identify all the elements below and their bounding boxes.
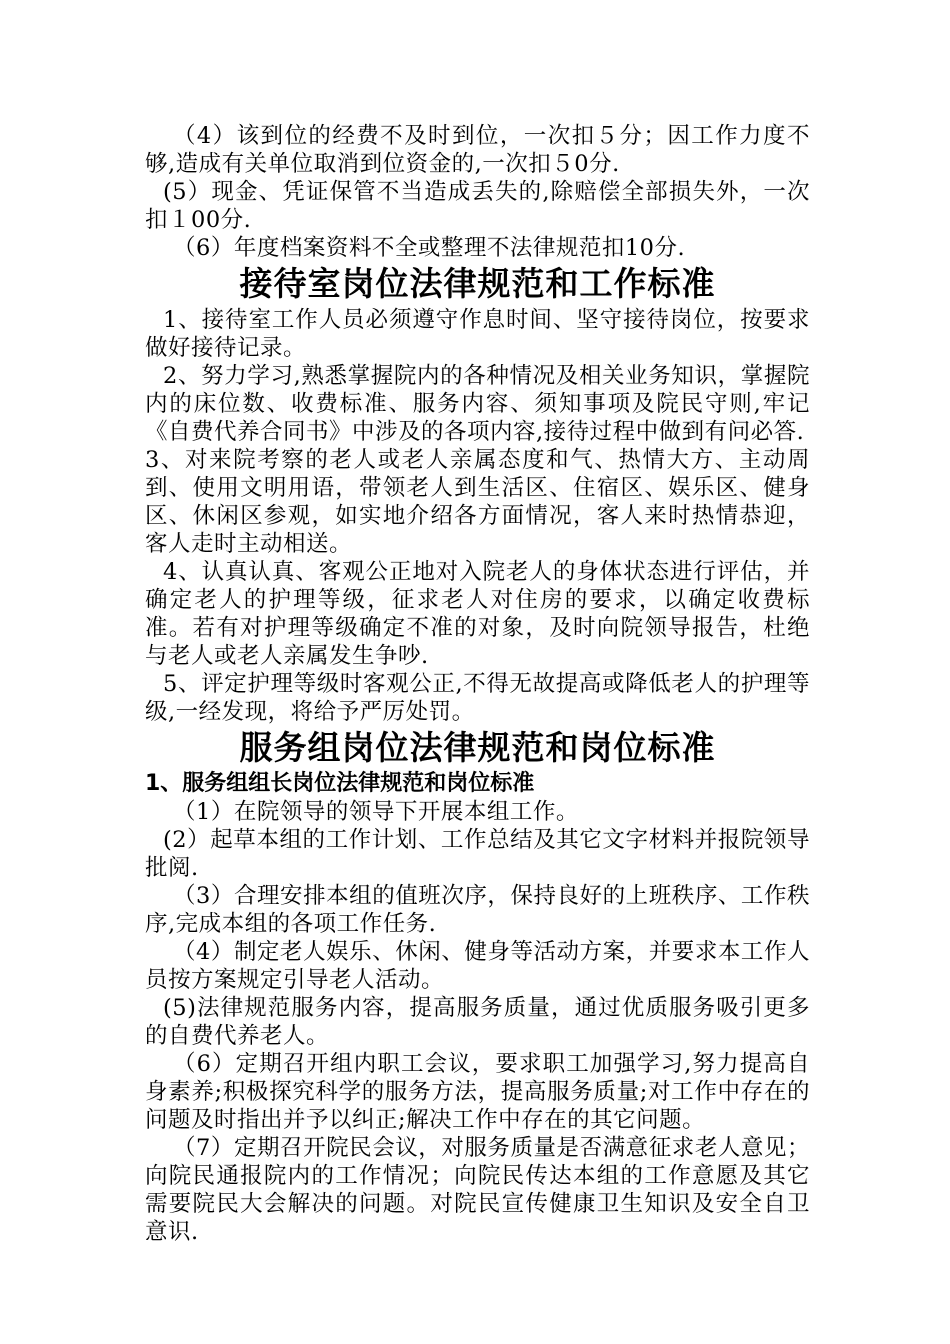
service-subtitle: 1、服务组组长岗位法律规范和岗位标准 [145, 771, 535, 796]
service-item-6: （6）定期召开组内职工会议，要求职工加强学习,努力提高自身素养;积极探究科学的服务方法，提高服务质量;对工作中存在的问题及时指出并予以纠正;解决工作中存在的其它问题。 [145, 1051, 810, 1133]
reception-item-1: 1、接待室工作人员必须遵守作息时间、坚守接待岗位，按要求做好接待记录。 [145, 307, 810, 361]
reception-item-2: 2、努力学习,熟悉掌握院内的各种情况及相关业务知识，掌握院内的床位数、收费标准、服务内容、须知事项及院民守则,牢记《自费代养合同书》中涉及的各项内容,接待过程中做到有问必答. [145, 363, 810, 445]
service-item-3: （3）合理安排本组的值班次序，保持良好的上班秩序、工作秩序,完成本组的各项工作任务. [145, 883, 810, 937]
paragraph-archive: （6）年度档案资料不全或整理不法律规范扣10分. [173, 235, 686, 261]
section-title-reception: 接待室岗位法律规范和工作标准 [239, 264, 716, 303]
service-item-7: （7）定期召开院民会议，对服务质量是否满意征求老人意见；向院民通报院内的工作情况；向院民传达本组的工作意愿及其它需要院民大会解决的问题。对院民宣传健康卫生知识及安全自卫意识. [145, 1135, 810, 1245]
paragraph-cash-loss: (5）现金、凭证保管不当造成丢失的,除赔偿全部损失外，一次扣１00分. [145, 179, 810, 233]
service-item-2: (2）起草本组的工作计划、工作总结及其它文字材料并报院领导批阅. [145, 827, 810, 881]
service-item-4: （4）制定老人娱乐、休闲、健身等活动方案，并要求本工作人员按方案规定引导老人活动。 [145, 939, 810, 993]
document-page [145, 122, 810, 1246]
service-item-1: （1）在院领导的领导下开展本组工作。 [173, 799, 579, 825]
section-title-service: 服务组岗位法律规范和岗位标准 [239, 728, 716, 767]
reception-item-5: 5、评定护理等级时客观公正,不得无故提高或降低老人的护理等级,一经发现，将给予严厉处罚。 [145, 671, 810, 725]
paragraph-fee-deduction: （4）该到位的经费不及时到位，一次扣５分；因工作力度不够,造成有关单位取消到位资金的,一次扣５0分. [145, 123, 810, 177]
reception-item-4: 4、认真认真、客观公正地对入院老人的身体状态进行评估，并确定老人的护理等级，征求老人对住房的要求，以确定收费标准。若有对护理等级确定不准的对象，及时向院领导报告，杜绝与老人或老人亲属发生争吵. [145, 559, 810, 669]
service-item-5: (5)法律规范服务内容，提高服务质量，通过优质服务吸引更多的自费代养老人。 [145, 995, 810, 1049]
reception-item-3: 3、对来院考察的老人或老人亲属态度和气、热情大方、主动周到、使用文明用语，带领老人到生活区、住宿区、娱乐区、健身区、休闲区参观，如实地介绍各方面情况，客人来时热情恭迎，客人走时主动相送。 [145, 447, 810, 557]
